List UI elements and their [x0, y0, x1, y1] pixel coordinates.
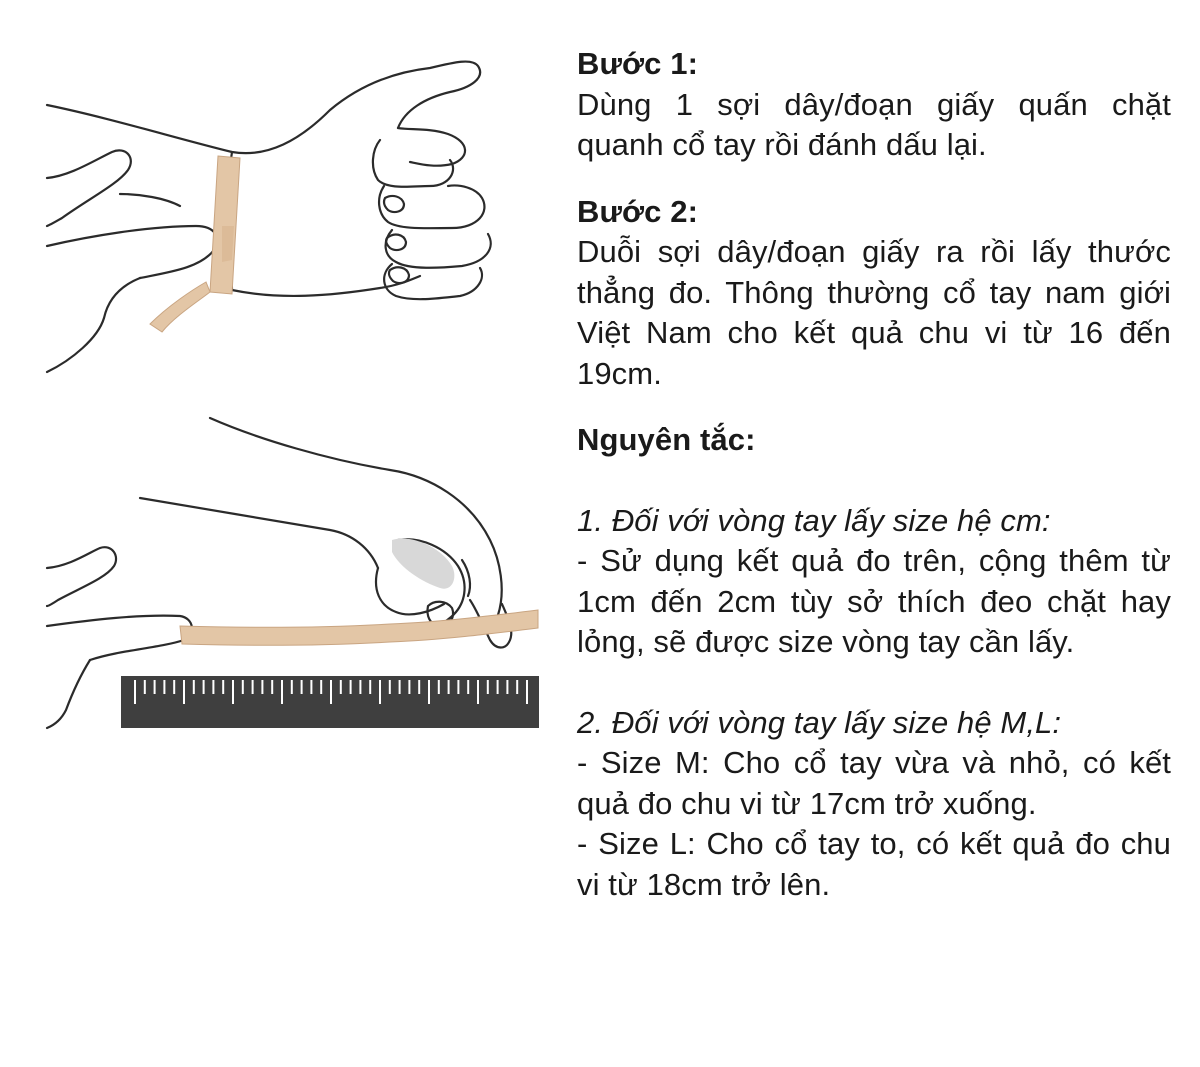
thumb-shadow — [392, 538, 454, 588]
measuring-strip-wrist — [150, 156, 240, 332]
principles-heading: Nguyên tắc: — [577, 422, 756, 457]
step2-text: Duỗi sợi dây/đoạn giấy ra rồi lấy thước thẳng đo. Thông thường cổ tay nam giới Việt Nam cho kết quả chu vi từ 16 đến 19cm. — [577, 234, 1171, 391]
wrist-wrap-illustration — [47, 62, 491, 372]
instructions-column — [577, 44, 1171, 905]
rule2-size-m: - Size M: Cho cổ tay vừa và nhỏ, có kết quả đo chu vi từ 17cm trở xuống. — [577, 745, 1171, 821]
step2-heading: Bước 2: — [577, 193, 698, 229]
rule1-text: - Sử dụng kết quả đo trên, cộng thêm từ 1cm đến 2cm tùy sở thích đeo chặt hay lỏng, sẽ được size vòng tay cần lấy. — [577, 543, 1171, 659]
measuring-strip-flat — [180, 610, 538, 645]
step1-heading: Bước 1: — [577, 46, 698, 81]
rule2-title: 2. Đối với vòng tay lấy size hệ M,L: — [577, 704, 1062, 740]
step1-text: Dùng 1 sợi dây/đoạn giấy quấn chặt quanh cổ tay rồi đánh dấu lại. — [577, 86, 1171, 162]
rule1-title: 1. Đối với vòng tay lấy size hệ cm: — [577, 502, 1051, 538]
ruler — [121, 676, 539, 728]
rule2-size-l: - Size L: Cho cổ tay to, có kết quả đo chu vi từ 18cm trở lên. — [577, 826, 1171, 902]
illustration-column — [0, 0, 560, 1062]
wrist-measurement-illustrations — [0, 0, 560, 1062]
